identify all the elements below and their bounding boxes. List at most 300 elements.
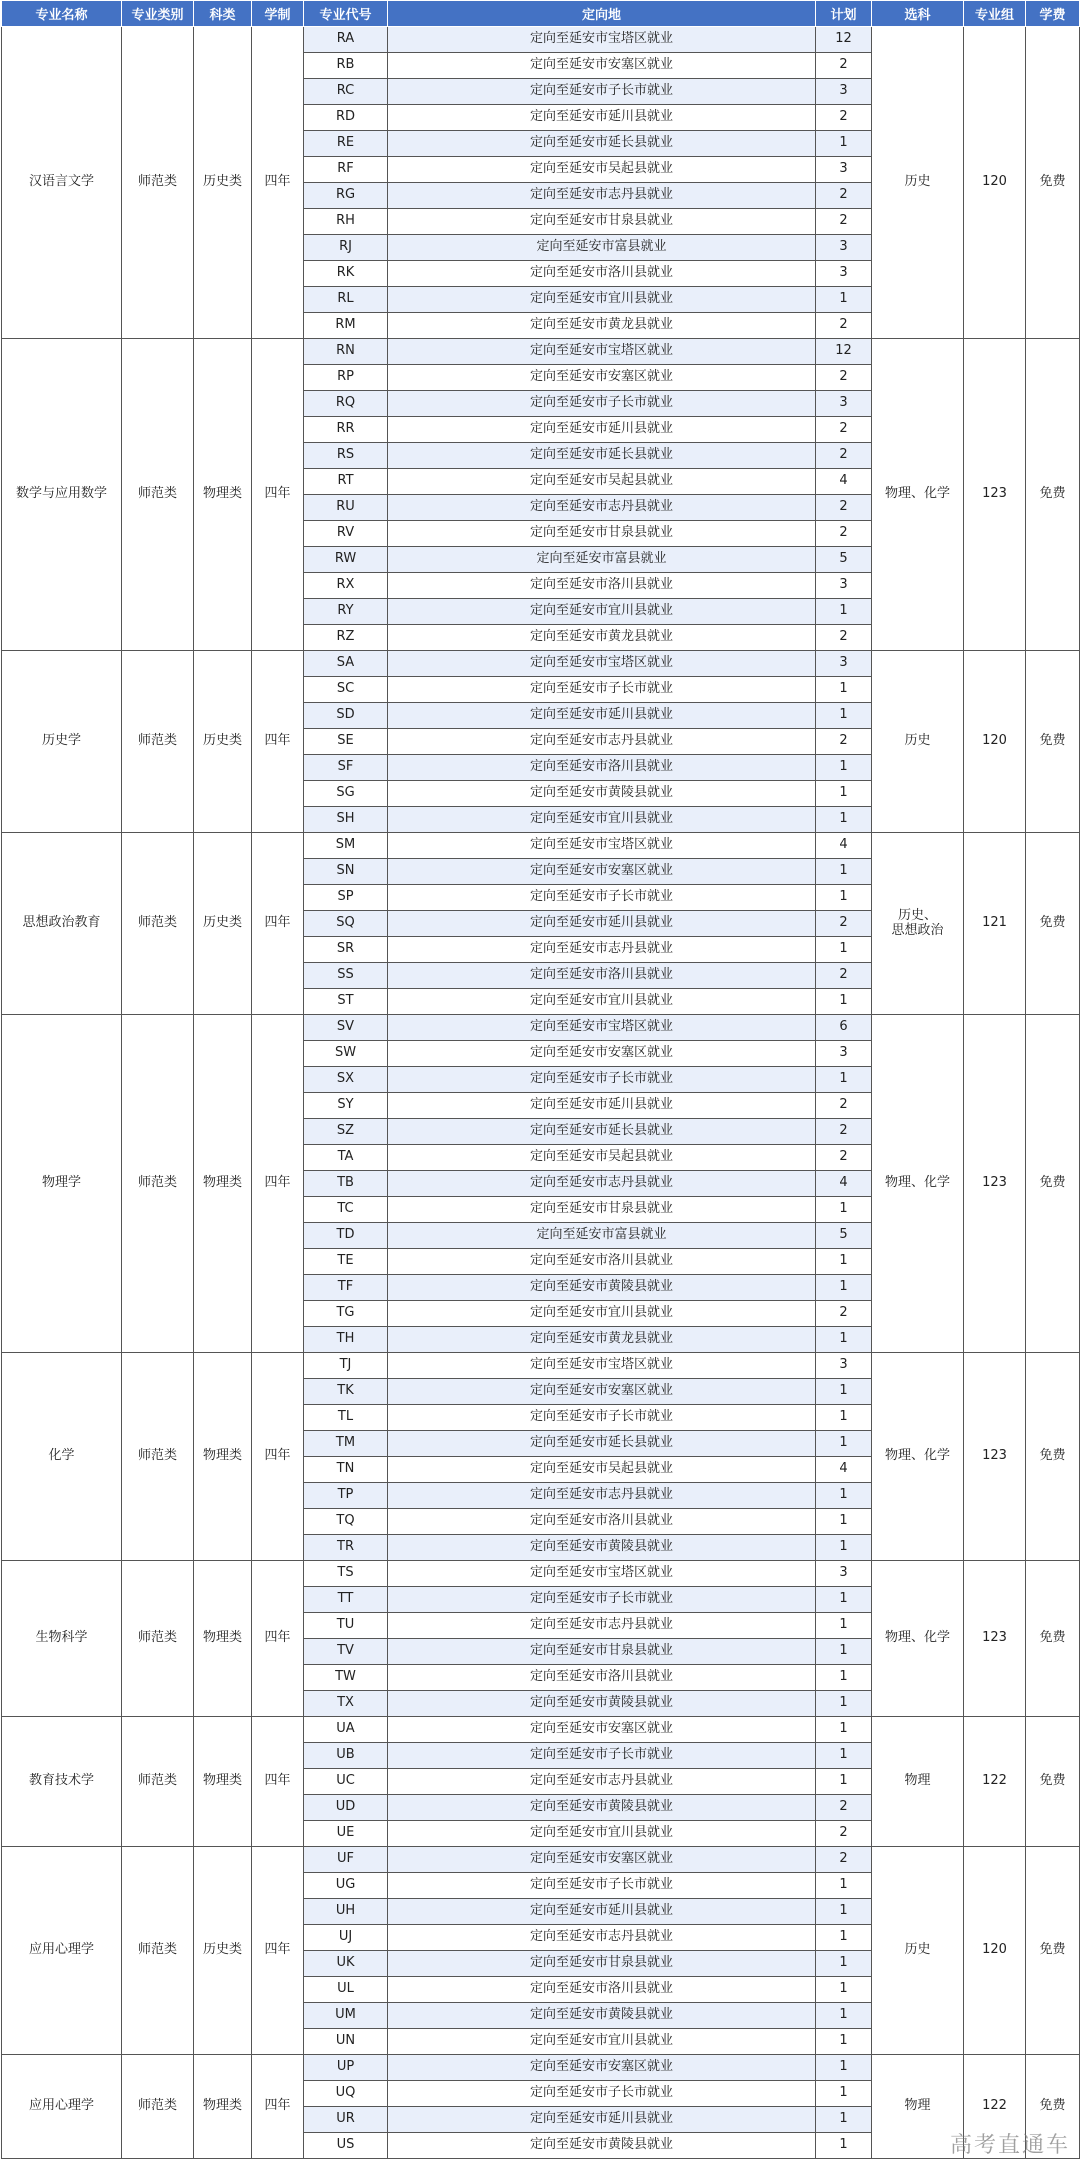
cell-plan: 2: [816, 443, 872, 469]
cell-code: UH: [304, 1899, 388, 1925]
cell-plan: 1: [816, 1249, 872, 1275]
cell-destination: 定向至延安市宝塔区就业: [388, 1015, 816, 1041]
cell-plan: 1: [816, 885, 872, 911]
cell-plan: 2: [816, 1093, 872, 1119]
cell-major-category: 师范类: [122, 1847, 194, 2055]
cell-plan: 2: [816, 625, 872, 651]
cell-plan: 2: [816, 1119, 872, 1145]
cell-subject-type: 物理类: [194, 1561, 252, 1717]
cell-destination: 定向至延安市黄陵县就业: [388, 1275, 816, 1301]
cell-subject-type: 物理类: [194, 1717, 252, 1847]
cell-major-group: 120: [964, 651, 1026, 833]
cell-plan: 1: [816, 1587, 872, 1613]
table-row: [2, 2055, 1080, 2081]
cell-destination: 定向至延安市黄龙县就业: [388, 1327, 816, 1353]
cell-plan: 1: [816, 755, 872, 781]
cell-destination: 定向至延安市吴起县就业: [388, 1457, 816, 1483]
cell-code: UN: [304, 2029, 388, 2055]
cell-code: RT: [304, 469, 388, 495]
cell-tuition: 免费: [1026, 1015, 1080, 1353]
cell-destination: 定向至延安市甘泉县就业: [388, 1639, 816, 1665]
cell-major-name: 生物科学: [2, 1561, 122, 1717]
cell-destination: 定向至延安市安塞区就业: [388, 53, 816, 79]
cell-code: TB: [304, 1171, 388, 1197]
table-row: [2, 1847, 1080, 1873]
cell-code: UF: [304, 1847, 388, 1873]
cell-tuition: 免费: [1026, 1561, 1080, 1717]
cell-major-group: 123: [964, 1353, 1026, 1561]
header-plan: 计划: [816, 1, 872, 27]
cell-destination: 定向至延安市洛川县就业: [388, 1249, 816, 1275]
cell-duration: 四年: [252, 2055, 304, 2159]
cell-code: TM: [304, 1431, 388, 1457]
cell-code: SE: [304, 729, 388, 755]
cell-plan: 2: [816, 521, 872, 547]
cell-destination: 定向至延安市志丹县就业: [388, 495, 816, 521]
cell-plan: 1: [816, 1067, 872, 1093]
cell-major-group: 122: [964, 2055, 1026, 2159]
cell-duration: 四年: [252, 1015, 304, 1353]
cell-code: US: [304, 2133, 388, 2159]
cell-destination: 定向至延安市黄陵县就业: [388, 1795, 816, 1821]
cell-destination: 定向至延安市宜川县就业: [388, 1301, 816, 1327]
cell-duration: 四年: [252, 1717, 304, 1847]
cell-code: SP: [304, 885, 388, 911]
cell-code: RJ: [304, 235, 388, 261]
cell-plan: 2: [816, 313, 872, 339]
header-elective: 选科: [872, 1, 964, 27]
cell-plan: 2: [816, 105, 872, 131]
cell-destination: 定向至延安市宝塔区就业: [388, 27, 816, 53]
cell-plan: 2: [816, 729, 872, 755]
cell-plan: 1: [816, 859, 872, 885]
cell-elective: 历史: [872, 651, 964, 833]
header-tuition: 学费: [1026, 1, 1080, 27]
cell-plan: 5: [816, 1223, 872, 1249]
cell-code: SA: [304, 651, 388, 677]
cell-destination: 定向至延安市延川县就业: [388, 911, 816, 937]
cell-code: SY: [304, 1093, 388, 1119]
cell-destination: 定向至延安市宝塔区就业: [388, 339, 816, 365]
cell-code: TH: [304, 1327, 388, 1353]
cell-plan: 3: [816, 573, 872, 599]
cell-code: RL: [304, 287, 388, 313]
cell-destination: 定向至延安市富县就业: [388, 235, 816, 261]
cell-code: TV: [304, 1639, 388, 1665]
cell-plan: 3: [816, 1041, 872, 1067]
cell-plan: 1: [816, 1535, 872, 1561]
cell-code: SG: [304, 781, 388, 807]
cell-code: TR: [304, 1535, 388, 1561]
cell-major-name: 应用心理学: [2, 2055, 122, 2159]
cell-destination: 定向至延安市宜川县就业: [388, 287, 816, 313]
cell-subject-type: 历史类: [194, 833, 252, 1015]
cell-destination: 定向至延安市延长县就业: [388, 1431, 816, 1457]
cell-code: SC: [304, 677, 388, 703]
cell-plan: 1: [816, 1873, 872, 1899]
cell-subject-type: 物理类: [194, 339, 252, 651]
table-row: [2, 1717, 1080, 1743]
cell-duration: 四年: [252, 27, 304, 339]
cell-subject-type: 物理类: [194, 1015, 252, 1353]
cell-major-category: 师范类: [122, 1015, 194, 1353]
cell-destination: 定向至延安市洛川县就业: [388, 1665, 816, 1691]
cell-destination: 定向至延安市黄陵县就业: [388, 1691, 816, 1717]
cell-plan: 1: [816, 2081, 872, 2107]
admission-plan-table: [1, 0, 1080, 2159]
cell-destination: 定向至延安市志丹县就业: [388, 1483, 816, 1509]
cell-elective: 历史: [872, 27, 964, 339]
cell-plan: 1: [816, 2133, 872, 2159]
cell-code: RA: [304, 27, 388, 53]
cell-tuition: 免费: [1026, 1353, 1080, 1561]
cell-plan: 3: [816, 235, 872, 261]
cell-plan: 3: [816, 1561, 872, 1587]
cell-tuition: 免费: [1026, 1717, 1080, 1847]
cell-major-group: 120: [964, 27, 1026, 339]
cell-destination: 定向至延安市洛川县就业: [388, 1509, 816, 1535]
cell-code: UK: [304, 1951, 388, 1977]
cell-destination: 定向至延安市安塞区就业: [388, 859, 816, 885]
cell-destination: 定向至延安市甘泉县就业: [388, 521, 816, 547]
cell-code: TK: [304, 1379, 388, 1405]
cell-major-category: 师范类: [122, 651, 194, 833]
cell-plan: 1: [816, 2029, 872, 2055]
cell-destination: 定向至延安市延长县就业: [388, 1119, 816, 1145]
cell-destination: 定向至延安市甘泉县就业: [388, 209, 816, 235]
cell-destination: 定向至延安市宝塔区就业: [388, 1561, 816, 1587]
cell-destination: 定向至延安市黄陵县就业: [388, 1535, 816, 1561]
header-major-name: 专业名称: [2, 1, 122, 27]
cell-destination: 定向至延安市宜川县就业: [388, 807, 816, 833]
cell-code: RQ: [304, 391, 388, 417]
cell-plan: 3: [816, 261, 872, 287]
cell-code: SF: [304, 755, 388, 781]
header-major-code: 专业代号: [304, 1, 388, 27]
cell-plan: 2: [816, 53, 872, 79]
cell-code: RU: [304, 495, 388, 521]
cell-destination: 定向至延安市宝塔区就业: [388, 651, 816, 677]
cell-plan: 2: [816, 209, 872, 235]
cell-plan: 3: [816, 1353, 872, 1379]
cell-plan: 1: [816, 937, 872, 963]
cell-code: TS: [304, 1561, 388, 1587]
cell-code: TE: [304, 1249, 388, 1275]
cell-destination: 定向至延安市黄龙县就业: [388, 313, 816, 339]
cell-plan: 1: [816, 1691, 872, 1717]
cell-plan: 3: [816, 391, 872, 417]
cell-destination: 定向至延安市延川县就业: [388, 703, 816, 729]
cell-plan: 1: [816, 807, 872, 833]
cell-destination: 定向至延安市吴起县就业: [388, 157, 816, 183]
cell-elective: 历史、 思想政治: [872, 833, 964, 1015]
cell-plan: 2: [816, 1821, 872, 1847]
cell-destination: 定向至延安市子长市就业: [388, 885, 816, 911]
cell-destination: 定向至延安市延川县就业: [388, 105, 816, 131]
cell-code: UG: [304, 1873, 388, 1899]
cell-plan: 12: [816, 339, 872, 365]
cell-destination: 定向至延安市安塞区就业: [388, 365, 816, 391]
cell-code: TL: [304, 1405, 388, 1431]
cell-destination: 定向至延安市宝塔区就业: [388, 833, 816, 859]
table-row: [2, 339, 1080, 365]
cell-code: RH: [304, 209, 388, 235]
cell-plan: 2: [816, 183, 872, 209]
cell-elective: 物理、化学: [872, 1561, 964, 1717]
cell-plan: 1: [816, 1925, 872, 1951]
cell-major-name: 数学与应用数学: [2, 339, 122, 651]
cell-code: RE: [304, 131, 388, 157]
cell-elective: 历史: [872, 1847, 964, 2055]
cell-code: RF: [304, 157, 388, 183]
cell-major-group: 121: [964, 833, 1026, 1015]
cell-major-name: 应用心理学: [2, 1847, 122, 2055]
cell-plan: 1: [816, 2107, 872, 2133]
cell-plan: 3: [816, 79, 872, 105]
cell-code: SW: [304, 1041, 388, 1067]
cell-duration: 四年: [252, 1847, 304, 2055]
cell-destination: 定向至延安市延长县就业: [388, 131, 816, 157]
cell-tuition: 免费: [1026, 1847, 1080, 2055]
cell-major-name: 物理学: [2, 1015, 122, 1353]
cell-tuition: 免费: [1026, 27, 1080, 339]
cell-plan: 1: [816, 2055, 872, 2081]
cell-destination: 定向至延安市安塞区就业: [388, 1717, 816, 1743]
cell-code: RR: [304, 417, 388, 443]
cell-code: TU: [304, 1613, 388, 1639]
cell-major-category: 师范类: [122, 339, 194, 651]
cell-destination: 定向至延安市吴起县就业: [388, 1145, 816, 1171]
cell-destination: 定向至延安市延川县就业: [388, 1899, 816, 1925]
cell-code: SR: [304, 937, 388, 963]
cell-code: TJ: [304, 1353, 388, 1379]
cell-duration: 四年: [252, 833, 304, 1015]
cell-major-group: 123: [964, 1561, 1026, 1717]
cell-major-category: 师范类: [122, 1353, 194, 1561]
cell-destination: 定向至延安市黄陵县就业: [388, 2003, 816, 2029]
cell-tuition: 免费: [1026, 339, 1080, 651]
cell-code: TF: [304, 1275, 388, 1301]
header-subject-type: 科类: [194, 1, 252, 27]
cell-destination: 定向至延安市宝塔区就业: [388, 1353, 816, 1379]
cell-plan: 2: [816, 495, 872, 521]
cell-code: TX: [304, 1691, 388, 1717]
cell-subject-type: 历史类: [194, 27, 252, 339]
table-body: [2, 27, 1080, 2159]
cell-destination: 定向至延安市洛川县就业: [388, 1977, 816, 2003]
table-row: [2, 1353, 1080, 1379]
cell-destination: 定向至延安市宜川县就业: [388, 599, 816, 625]
cell-code: TG: [304, 1301, 388, 1327]
table-row: [2, 27, 1080, 53]
cell-plan: 1: [816, 677, 872, 703]
cell-plan: 1: [816, 1743, 872, 1769]
cell-subject-type: 历史类: [194, 1847, 252, 2055]
cell-code: RB: [304, 53, 388, 79]
cell-destination: 定向至延安市安塞区就业: [388, 1041, 816, 1067]
cell-duration: 四年: [252, 339, 304, 651]
cell-destination: 定向至延安市志丹县就业: [388, 729, 816, 755]
cell-destination: 定向至延安市志丹县就业: [388, 1925, 816, 1951]
cell-code: SS: [304, 963, 388, 989]
cell-plan: 1: [816, 131, 872, 157]
cell-major-category: 师范类: [122, 1717, 194, 1847]
cell-code: SX: [304, 1067, 388, 1093]
cell-destination: 定向至延安市甘泉县就业: [388, 1951, 816, 1977]
cell-plan: 1: [816, 1639, 872, 1665]
cell-code: TW: [304, 1665, 388, 1691]
cell-code: TP: [304, 1483, 388, 1509]
cell-destination: 定向至延安市延川县就业: [388, 1093, 816, 1119]
cell-code: SH: [304, 807, 388, 833]
cell-destination: 定向至延安市安塞区就业: [388, 1847, 816, 1873]
cell-destination: 定向至延安市黄陵县就业: [388, 781, 816, 807]
cell-code: ST: [304, 989, 388, 1015]
cell-destination: 定向至延安市延长县就业: [388, 443, 816, 469]
cell-destination: 定向至延安市宜川县就业: [388, 989, 816, 1015]
cell-destination: 定向至延安市子长市就业: [388, 1067, 816, 1093]
cell-plan: 1: [816, 287, 872, 313]
cell-major-category: 师范类: [122, 1561, 194, 1717]
cell-duration: 四年: [252, 1561, 304, 1717]
table-row: [2, 833, 1080, 859]
cell-destination: 定向至延安市洛川县就业: [388, 261, 816, 287]
cell-major-category: 师范类: [122, 833, 194, 1015]
cell-plan: 2: [816, 1145, 872, 1171]
cell-plan: 2: [816, 365, 872, 391]
cell-subject-type: 物理类: [194, 1353, 252, 1561]
cell-code: RS: [304, 443, 388, 469]
cell-code: UB: [304, 1743, 388, 1769]
cell-plan: 1: [816, 2003, 872, 2029]
cell-plan: 1: [816, 1197, 872, 1223]
cell-plan: 2: [816, 1847, 872, 1873]
cell-plan: 4: [816, 1171, 872, 1197]
cell-plan: 12: [816, 27, 872, 53]
cell-code: RD: [304, 105, 388, 131]
cell-destination: 定向至延安市洛川县就业: [388, 963, 816, 989]
cell-plan: 3: [816, 157, 872, 183]
table-header-row: [2, 1, 1080, 27]
cell-destination: 定向至延安市黄龙县就业: [388, 625, 816, 651]
cell-destination: 定向至延安市志丹县就业: [388, 1171, 816, 1197]
cell-elective: 物理: [872, 1717, 964, 1847]
cell-code: SD: [304, 703, 388, 729]
cell-duration: 四年: [252, 1353, 304, 1561]
cell-subject-type: 历史类: [194, 651, 252, 833]
cell-destination: 定向至延安市子长市就业: [388, 677, 816, 703]
cell-destination: 定向至延安市富县就业: [388, 547, 816, 573]
cell-plan: 4: [816, 833, 872, 859]
cell-plan: 1: [816, 1379, 872, 1405]
cell-destination: 定向至延安市志丹县就业: [388, 937, 816, 963]
cell-code: TQ: [304, 1509, 388, 1535]
cell-destination: 定向至延安市子长市就业: [388, 79, 816, 105]
cell-elective: 物理、化学: [872, 1015, 964, 1353]
cell-destination: 定向至延安市宜川县就业: [388, 2029, 816, 2055]
cell-plan: 1: [816, 1275, 872, 1301]
cell-destination: 定向至延安市延川县就业: [388, 2107, 816, 2133]
cell-destination: 定向至延安市子长市就业: [388, 1873, 816, 1899]
cell-code: TA: [304, 1145, 388, 1171]
cell-code: RM: [304, 313, 388, 339]
cell-major-name: 思想政治教育: [2, 833, 122, 1015]
cell-plan: 2: [816, 963, 872, 989]
cell-major-name: 教育技术学: [2, 1717, 122, 1847]
cell-major-category: 师范类: [122, 27, 194, 339]
cell-code: RC: [304, 79, 388, 105]
cell-plan: 1: [816, 1613, 872, 1639]
cell-plan: 1: [816, 1509, 872, 1535]
cell-code: UQ: [304, 2081, 388, 2107]
cell-code: UR: [304, 2107, 388, 2133]
cell-code: SQ: [304, 911, 388, 937]
cell-code: UP: [304, 2055, 388, 2081]
cell-plan: 4: [816, 1457, 872, 1483]
cell-code: RV: [304, 521, 388, 547]
cell-major-name: 化学: [2, 1353, 122, 1561]
cell-destination: 定向至延安市安塞区就业: [388, 1379, 816, 1405]
cell-plan: 6: [816, 1015, 872, 1041]
cell-plan: 1: [816, 1327, 872, 1353]
cell-code: TC: [304, 1197, 388, 1223]
cell-plan: 2: [816, 1795, 872, 1821]
cell-code: UC: [304, 1769, 388, 1795]
cell-destination: 定向至延安市安塞区就业: [388, 2055, 816, 2081]
cell-plan: 1: [816, 1405, 872, 1431]
table-row: [2, 1561, 1080, 1587]
cell-plan: 1: [816, 989, 872, 1015]
cell-elective: 物理、化学: [872, 339, 964, 651]
cell-destination: 定向至延安市甘泉县就业: [388, 1197, 816, 1223]
cell-destination: 定向至延安市子长市就业: [388, 1743, 816, 1769]
cell-major-name: 汉语言文学: [2, 27, 122, 339]
header-duration: 学制: [252, 1, 304, 27]
cell-plan: 1: [816, 1769, 872, 1795]
cell-code: UD: [304, 1795, 388, 1821]
cell-destination: 定向至延安市志丹县就业: [388, 183, 816, 209]
cell-tuition: 免费: [1026, 651, 1080, 833]
cell-destination: 定向至延安市子长市就业: [388, 1405, 816, 1431]
cell-code: UJ: [304, 1925, 388, 1951]
cell-elective: 物理、化学: [872, 1353, 964, 1561]
cell-duration: 四年: [252, 651, 304, 833]
cell-code: RP: [304, 365, 388, 391]
cell-code: SV: [304, 1015, 388, 1041]
cell-destination: 定向至延安市子长市就业: [388, 2081, 816, 2107]
cell-elective: 物理: [872, 2055, 964, 2159]
cell-plan: 1: [816, 1977, 872, 2003]
cell-plan: 1: [816, 1899, 872, 1925]
cell-plan: 5: [816, 547, 872, 573]
cell-destination: 定向至延安市黄陵县就业: [388, 2133, 816, 2159]
cell-code: RW: [304, 547, 388, 573]
cell-code: SN: [304, 859, 388, 885]
cell-plan: 4: [816, 469, 872, 495]
cell-destination: 定向至延安市子长市就业: [388, 1587, 816, 1613]
cell-plan: 1: [816, 599, 872, 625]
table-row: [2, 651, 1080, 677]
cell-code: UM: [304, 2003, 388, 2029]
cell-code: TT: [304, 1587, 388, 1613]
cell-code: RZ: [304, 625, 388, 651]
header-destination: 定向地: [388, 1, 816, 27]
cell-destination: 定向至延安市延川县就业: [388, 417, 816, 443]
cell-code: RK: [304, 261, 388, 287]
cell-plan: 1: [816, 781, 872, 807]
cell-destination: 定向至延安市洛川县就业: [388, 573, 816, 599]
cell-code: RY: [304, 599, 388, 625]
